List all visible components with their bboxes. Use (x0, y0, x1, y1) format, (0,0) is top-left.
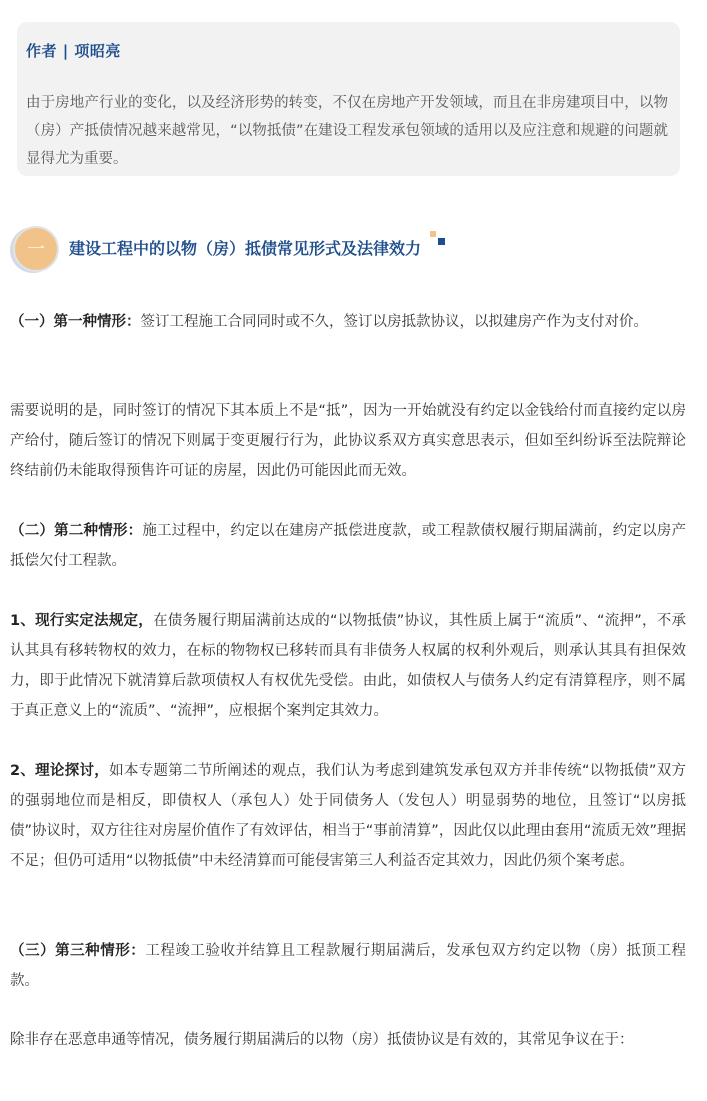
decorative-square-blue (438, 238, 445, 245)
paragraph-lead: 2、理论探讨， (10, 763, 110, 779)
paragraph-text: 施工过程中，约定以在建房产抵偿进度款，或工程款债权履行期届满前，约定以房产抵偿欠付工程款。 (10, 523, 687, 569)
paragraph-explanation (10, 396, 686, 486)
paragraph-lead: 1、现行实定法规定， (10, 613, 154, 629)
paragraph-case-3 (10, 936, 686, 996)
paragraph-lead: （三）第三种情形： (10, 943, 146, 959)
paragraph-disputes (10, 1025, 686, 1055)
intro-text: 由于房地产行业的变化，以及经济形势的转变，不仅在房地产开发领域，而且在非房建项目中，以物（房）产抵债情况越来越常见，“以物抵债”在建设工程发承包领域的适用以及应注意和规避的问题就显得尤为重要。 (26, 95, 668, 167)
paragraph-text: 除非存在恶意串通等情况，债务履行期届满后的以物（房）抵债协议是有效的，其常见争议在于： (10, 1032, 634, 1048)
paragraph-current-law (10, 606, 686, 726)
paragraph-case-1 (10, 307, 686, 337)
section-number-badge (13, 226, 59, 272)
paragraph-text: 如本专题第二节所阐述的观点，我们认为考虑到建筑发承包双方并非传统“以物抵债”双方的强弱地位而是相反，即债权人（承包人）处于同债务人（发包人）明显弱势的地位，且签订“以房抵债”协议时，双方往往对房屋价值作了有效评估，相当于“事前清算”，因此仅以此理由套用“流质无效”理据不足；但仍可适用“以物抵债”中未经清算而可能侵害第三人利益否定其效力，因此仍须个案考虑。 (10, 763, 686, 869)
paragraph-lead: （一）第一种情形： (10, 314, 141, 330)
paragraph-text: 签订工程施工合同同时或不久，签订以房抵款协议，以拟建房产作为支付对价。 (140, 314, 648, 330)
paragraph-text: 在债务履行期届满前达成的“以物抵债”协议，其性质上属于“流质”、“流押”，不承认其具有移转物权的效力，在标的物物权已移转而具有非债务人权属的权利外观后，则承认其具有担保效力，即于此情况下就清算后款项债权人有权优先受偿。由此，如债权人与债务人约定有清算程序，则不属于真正意义上的“流质”、“流押”，应根据个案判定其效力。 (10, 613, 686, 719)
section-title: 建设工程中的以物（房）抵债常见形式及法律效力 (69, 239, 422, 258)
paragraph-text: 工程竣工验收并结算且工程款履行期届满后，发承包双方约定以物（房）抵顶工程款。 (10, 943, 687, 989)
paragraph-text: 需要说明的是，同时签订的情况下其本质上不是“抵”，因为一开始就没有约定以金钱给付而直接约定以房产给付，随后签订的情况下则属于变更履行行为，此协议系双方真实意思表示，但如至纠纷诉至法院辩论终结前仍未能取得预售许可证的房屋，因此仍可能因此而无效。 (10, 403, 686, 479)
section-number: 一 (27, 239, 45, 260)
paragraph-lead: （二）第二种情形： (10, 523, 143, 539)
paragraph-case-2 (10, 516, 686, 576)
decorative-square-orange (430, 231, 436, 237)
paragraph-theory (10, 756, 686, 876)
author-line: 作者 | 项昭亮 (26, 42, 121, 60)
